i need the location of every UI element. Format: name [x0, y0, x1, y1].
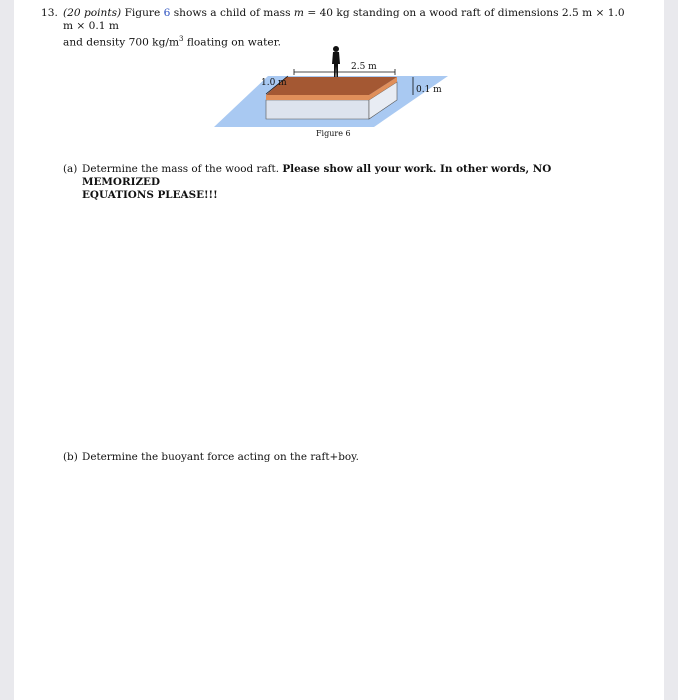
- part-b: [63, 451, 602, 464]
- length-label: 2.5 m: [351, 62, 377, 72]
- problem-text-density: and density 700 kg/m: [63, 36, 179, 49]
- part-a-instruction: Please show all your work. In other words, NO MEMORIZED: [82, 163, 552, 188]
- part-a: [63, 163, 602, 202]
- raft-front-face: [266, 100, 369, 119]
- width-label: 1.0 m: [261, 78, 287, 88]
- mass-variable: m: [293, 7, 304, 19]
- raft-diagram: [214, 42, 454, 142]
- part-a-label: (a): [63, 163, 78, 175]
- part-a-instruction-2: EQUATIONS PLEASE!!!: [82, 189, 218, 201]
- density-exponent: 3: [179, 35, 184, 43]
- figure-caption: Figure 6: [316, 129, 351, 138]
- figure-reference-link[interactable]: 6: [163, 7, 171, 19]
- problem-text-figure: Figure: [124, 7, 161, 19]
- problem-text-floating: floating on water.: [186, 36, 281, 49]
- problem-line-1: [63, 7, 633, 33]
- problem-text-mass: = 40 kg standing on a wood raft of dimensions 2.5 m × 1.0 m × 0.1 m: [63, 7, 625, 32]
- worksheet-page: [14, 0, 664, 700]
- part-a-question: Determine the mass of the wood raft.: [82, 163, 279, 175]
- raft-figure: [214, 42, 454, 142]
- part-a-line-1: [82, 163, 602, 189]
- part-b-question: Determine the buoyant force acting on the raft+boy.: [82, 451, 359, 463]
- problem-number: 13.: [41, 7, 58, 19]
- thickness-label: 0.1 m: [416, 85, 442, 95]
- problem-points: (20 points): [63, 7, 122, 19]
- problem-text-child: shows a child of mass: [173, 7, 291, 19]
- part-b-label: (b): [63, 451, 78, 463]
- part-a-line-2: [82, 189, 602, 202]
